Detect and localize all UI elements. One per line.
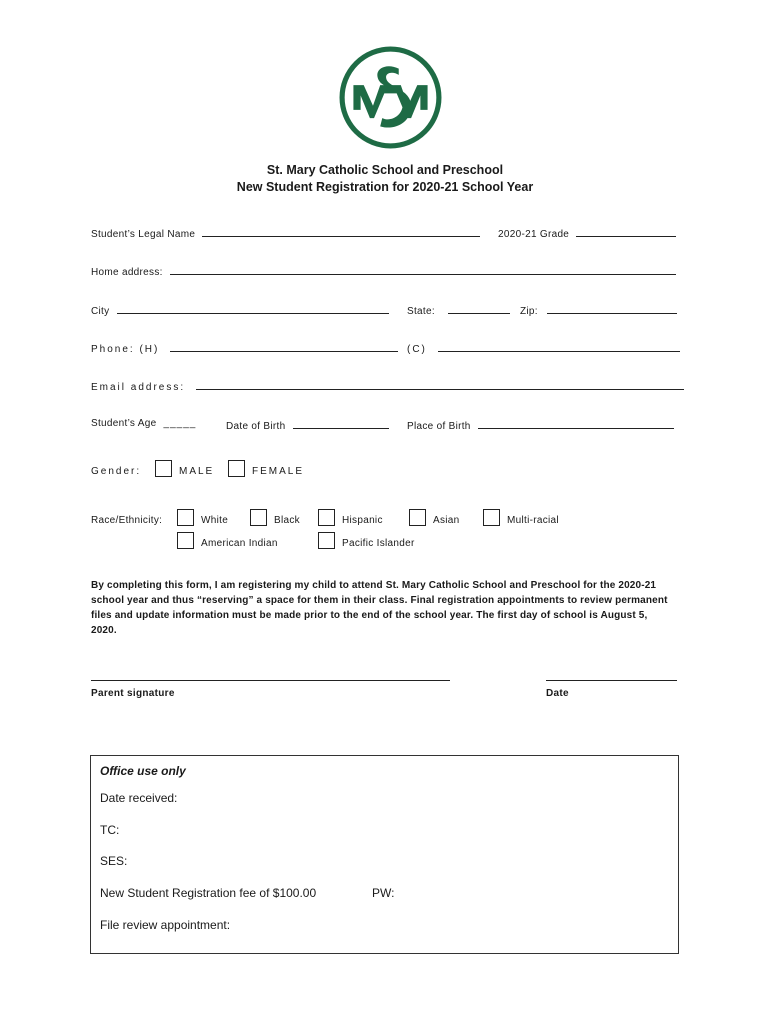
form-title-line1: St. Mary Catholic School and Preschool	[266, 163, 504, 177]
pacific-islander-option-label: Pacific Islander	[342, 538, 415, 549]
home-phone-label: Phone: (H)	[91, 344, 160, 355]
age-blank: _____	[163, 418, 197, 429]
gender-label: Gender:	[91, 466, 142, 477]
pw-label: PW:	[372, 886, 395, 900]
hispanic-option-label: Hispanic	[342, 515, 383, 526]
american-indian-option-label: American Indian	[201, 538, 278, 549]
email-field[interactable]	[91, 379, 684, 393]
male-option-label: MALE	[179, 466, 215, 477]
registration-fee-label: New Student Registration fee of $100.00	[100, 886, 317, 900]
legal-name-label: Student’s Legal Name	[91, 229, 196, 240]
pob-field[interactable]	[407, 418, 674, 432]
file-review-label: File review appointment:	[100, 918, 231, 932]
form-title-line2: New Student Registration for 2020-21 School Year	[236, 180, 534, 194]
date-signature-line[interactable]	[546, 680, 677, 681]
home-address-field[interactable]	[91, 264, 676, 278]
multi-racial-option-label: Multi-racial	[507, 515, 559, 526]
zip-label: Zip:	[520, 306, 538, 317]
parent-signature-label: Parent signature	[91, 688, 175, 699]
city-field[interactable]	[91, 303, 389, 317]
female-option-label: FEMALE	[252, 466, 305, 477]
dob-label: Date of Birth	[226, 421, 286, 432]
asian-checkbox[interactable]	[409, 509, 426, 526]
ses-label: SES:	[100, 854, 128, 868]
white-checkbox[interactable]	[177, 509, 194, 526]
grade-field[interactable]	[498, 226, 676, 240]
tc-label: TC:	[100, 823, 120, 837]
black-option-label: Black	[274, 515, 300, 526]
state-label: State:	[407, 306, 435, 317]
cell-phone-label: (C)	[407, 344, 427, 355]
school-logo	[339, 46, 442, 149]
home-address-label: Home address:	[91, 267, 163, 278]
male-checkbox[interactable]	[155, 460, 172, 477]
pacific-islander-checkbox[interactable]	[318, 532, 335, 549]
city-label: City	[91, 306, 110, 317]
home-phone-field[interactable]	[91, 341, 398, 355]
pob-label: Place of Birth	[407, 421, 471, 432]
multi-racial-checkbox[interactable]	[483, 509, 500, 526]
cell-phone-field[interactable]	[407, 341, 680, 355]
state-field[interactable]	[407, 303, 510, 317]
american-indian-checkbox[interactable]	[177, 532, 194, 549]
registration-statement: By completing this form, I am registering my child to attend St. Mary Catholic School and Preschool for the 2020-21 school year and thus “reserving” a space for them in their class. Final registration appointments to review permanent files and update information must be made prior to the end of the school year. The first day of school is August 5, 2020.	[91, 580, 668, 636]
zip-field[interactable]	[520, 303, 677, 317]
asian-option-label: Asian	[433, 515, 460, 526]
black-checkbox[interactable]	[250, 509, 267, 526]
parent-signature-line[interactable]	[91, 680, 450, 681]
date-received-label: Date received:	[100, 791, 178, 805]
female-checkbox[interactable]	[228, 460, 245, 477]
email-label: Email address:	[91, 382, 186, 393]
race-label: Race/Ethnicity:	[91, 515, 163, 526]
legal-name-field[interactable]	[91, 226, 480, 240]
age-label: Student’s Age	[91, 418, 157, 429]
age-field[interactable]	[91, 418, 196, 429]
date-label: Date	[546, 688, 569, 699]
hispanic-checkbox[interactable]	[318, 509, 335, 526]
office-use-title: Office use only	[100, 764, 186, 778]
white-option-label: White	[201, 515, 229, 526]
dob-field[interactable]	[226, 418, 389, 432]
grade-label: 2020-21 Grade	[498, 229, 570, 240]
